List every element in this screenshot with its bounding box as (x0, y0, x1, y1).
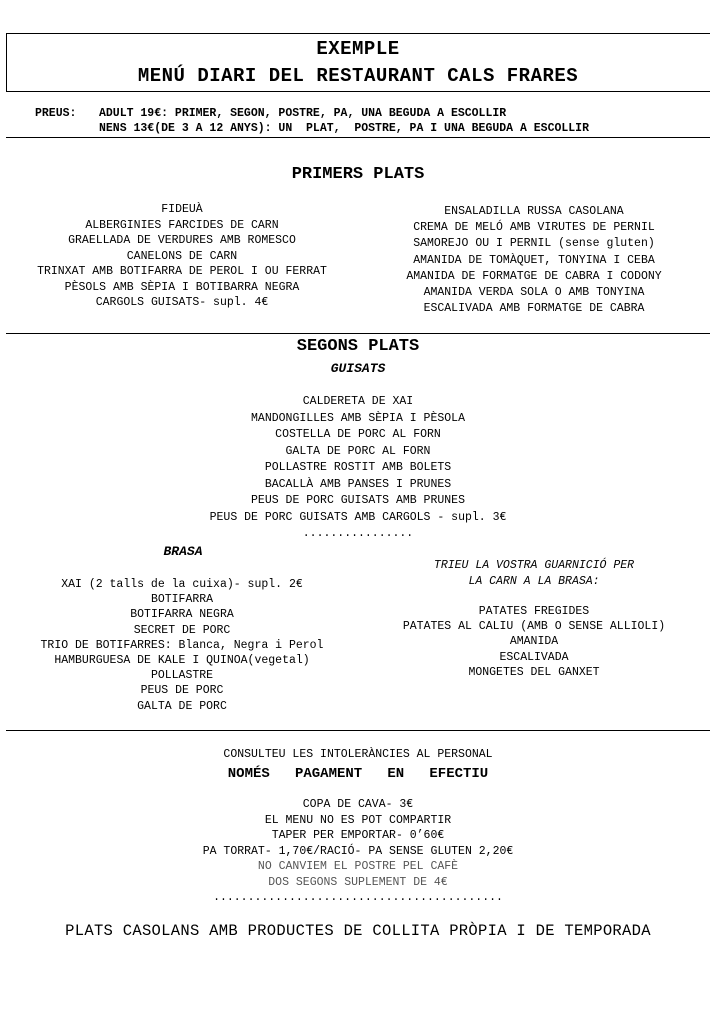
list-item: DOS SEGONS SUPLEMENT DE 4€ (268, 875, 448, 889)
list-item: TAPER PER EMPORTAR- 0’60€ (271, 829, 445, 842)
title-box (6, 33, 710, 91)
dotted-separator: ................ (302, 527, 414, 540)
dotted-separator: .......................................... (213, 891, 503, 904)
list-item: COPA DE CAVA- 3€ (302, 798, 414, 811)
list-item: ESCALIVADA AMB FORMATGE DE CABRA (423, 302, 645, 316)
list-item: PEUS DE PORC GUISATS AMB PRUNES (251, 494, 465, 507)
menu-title-line2: MENÚ DIARI DEL RESTAURANT CALS FRARES (137, 65, 579, 87)
list-item: TRIO DE BOTIFARRES: Blanca, Negra i Perol (40, 638, 324, 652)
list-item: SAMOREJO OU I PERNIL (sense gluten) (413, 237, 655, 251)
extras-list (0, 797, 716, 906)
brasa-list (6, 577, 358, 714)
list-item: COSTELLA DE PORC AL FORN (275, 428, 441, 441)
list-item: SECRET DE PORC (133, 623, 231, 637)
list-item: GALTA DE PORC (137, 699, 227, 713)
list-item: TRINXAT AMB BOTIFARRA DE PEROL I OU FERRAT (37, 265, 327, 278)
guisats-list (0, 394, 716, 543)
closing-slogan: PLATS CASOLANS AMB PRODUCTES DE COLLITA PRÒPIA I DE TEMPORADA (65, 922, 651, 940)
prices-label: PREUS: (35, 107, 77, 120)
list-item: POLLASTRE (150, 669, 214, 683)
garnish-title-line1: TRIEU LA VOSTRA GUARNICIÓ PER (433, 559, 635, 572)
title-bottom-rule (6, 91, 710, 92)
list-item: BACALLÀ AMB PANSES I PRUNES (264, 477, 452, 491)
list-item: AMANIDA (509, 635, 559, 649)
garnish-title-line2: LA CARN A LA BRASA: (468, 574, 600, 588)
primers-title: PRIMERS PLATS (291, 165, 425, 184)
brasa-title: BRASA (163, 544, 203, 559)
list-item: ALBERGINIES FARCIDES DE CARN (85, 218, 279, 232)
list-item: PATATES FREGIDES (478, 605, 590, 618)
primers-left-list (6, 202, 358, 311)
list-item: GRAELLADA DE VERDURES AMB ROMESCO (68, 234, 296, 247)
list-item: CALDERETA DE XAI (302, 395, 414, 408)
list-item: FIDEUÀ (161, 203, 203, 216)
list-item: MONGETES DEL GANXET (468, 665, 600, 679)
list-item: AMANIDA DE FORMATGE DE CABRA I CODONY (406, 269, 662, 283)
garnish-heading (364, 558, 704, 589)
list-item: HAMBURGUESA DE KALE I QUINOA(vegetal) (54, 654, 310, 668)
list-item: PEUS DE PORC GUISATS AMB CARGOLS - supl. 3€ (209, 510, 507, 524)
list-item: ESCALIVADA (499, 650, 569, 664)
list-item: NO CANVIEM EL POSTRE PEL CAFÈ (257, 860, 459, 873)
garnish-list (364, 604, 704, 680)
list-item: PATATES AL CALIU (AMB O SENSE ALLIOLI) (402, 620, 666, 634)
list-item: PEUS DE PORC (140, 684, 224, 698)
list-item: MANDONGILLES AMB SÈPIA I PÈSOLA (251, 411, 465, 425)
primers-right-list (364, 204, 704, 317)
list-item: CANELONS DE CARN (126, 249, 238, 263)
list-item: ENSALADILLA RUSSA CASOLANA (444, 205, 624, 218)
list-item: EL MENU NO ES POT COMPARTIR (264, 813, 452, 827)
list-item: AMANIDA VERDA SOLA O AMB TONYINA (423, 286, 645, 300)
list-item: BOTIFARRA (150, 593, 214, 607)
payment-note: NOMÉS PAGAMENT EN EFECTIU (227, 766, 489, 782)
prices-rule (6, 137, 710, 138)
list-item: POLLASTRE ROSTIT AMB BOLETS (264, 461, 452, 474)
primers-rule (6, 333, 710, 334)
intolerances-note: CONSULTEU LES INTOLERÀNCIES AL PERSONAL (223, 748, 493, 761)
list-item: BOTIFARRA NEGRA (130, 608, 234, 622)
prices-kids: NENS 13€(DE 3 A 12 ANYS): UN PLAT, POSTRE, PA I UNA BEGUDA A ESCOLLIR (99, 122, 589, 135)
guisats-title: GUISATS (330, 361, 386, 376)
list-item: CARGOLS GUISATS- supl. 4€ (95, 296, 269, 309)
prices-adult: ADULT 19€: PRIMER, SEGON, POSTRE, PA, UNA BEGUDA A ESCOLLIR (99, 107, 507, 120)
list-item: XAI (2 talls de la cuixa)- supl. 2€ (61, 578, 303, 591)
list-item: PÈSOLS AMB SÈPIA I BOTIBARRA NEGRA (64, 280, 300, 294)
list-item: AMANIDA DE TOMÀQUET, TONYINA I CEBA (413, 253, 655, 267)
list-item: CREMA DE MELÓ AMB VIRUTES DE PERNIL (413, 221, 655, 235)
segons-title: SEGONS PLATS (296, 337, 420, 356)
segons-rule (6, 730, 710, 731)
list-item: PA TORRAT- 1,70€/RACIÓ- PA SENSE GLUTEN 2,20€ (202, 844, 514, 858)
list-item: GALTA DE PORC AL FORN (285, 444, 431, 458)
menu-title-line1: EXEMPLE (316, 38, 400, 60)
